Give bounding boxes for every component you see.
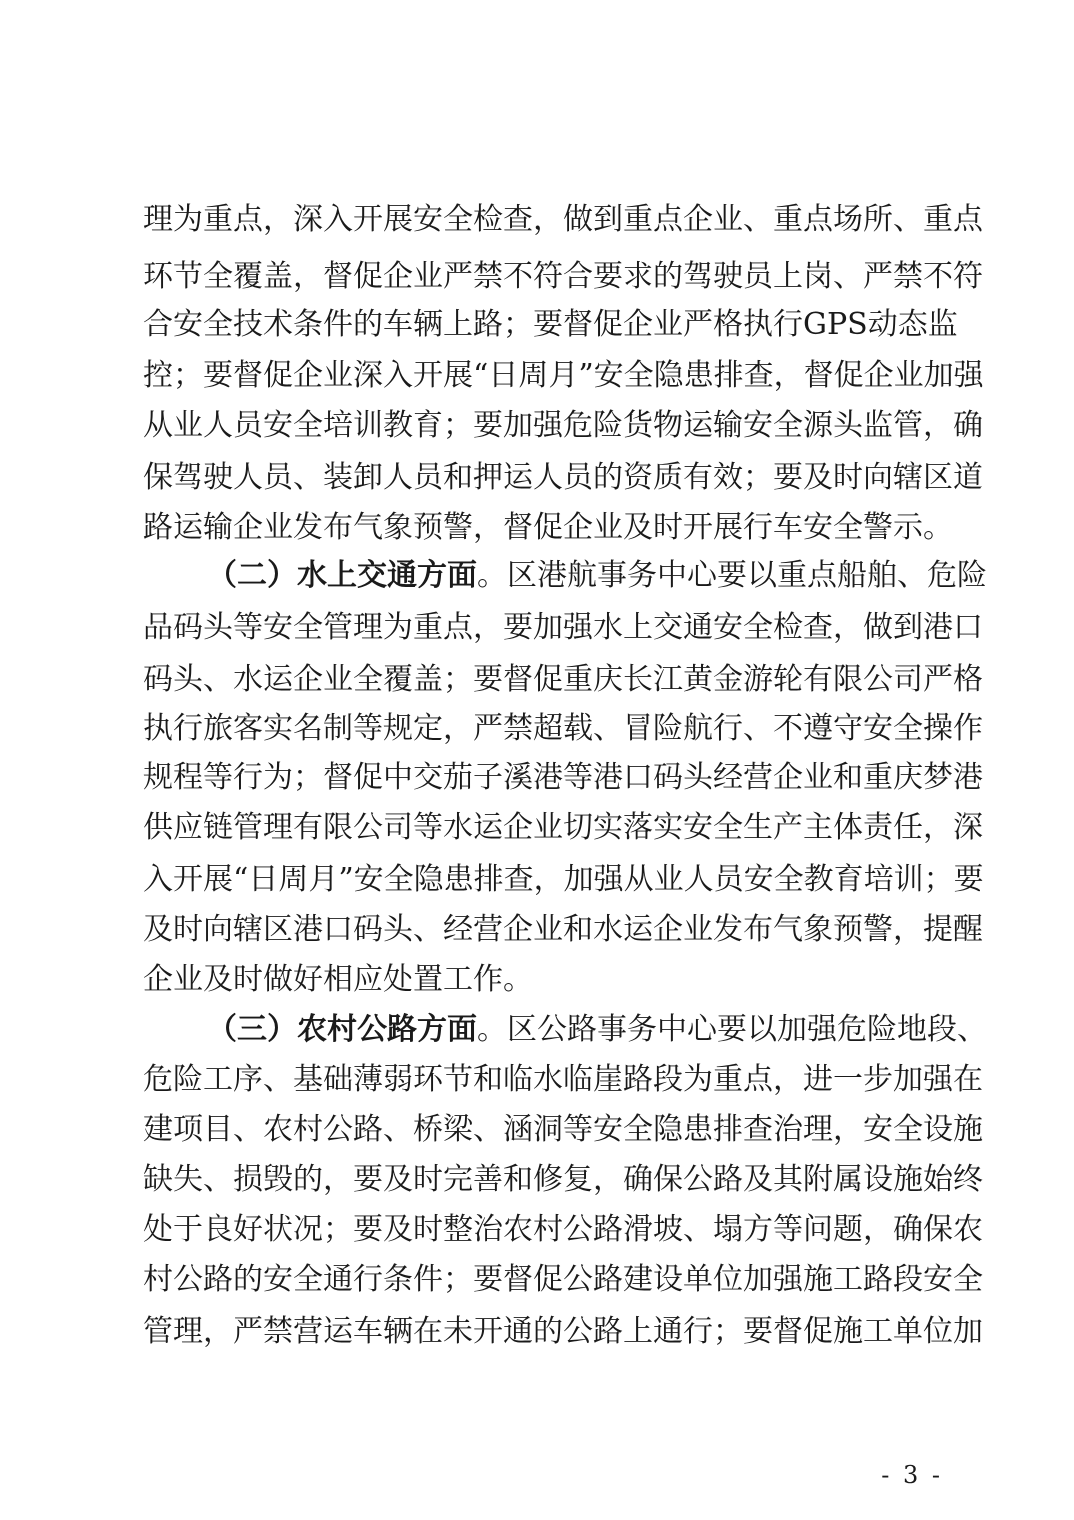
body-text: 保驾驶人员、装卸人员和押运人员的资质有效；要及时向辖区道 [143,460,983,495]
paragraph-line [0,1055,1074,1105]
body-text: 执行旅客实名制等规定，严禁超载、冒险航行、不遵守安全操作 [143,711,983,746]
paragraph-line [0,453,1074,503]
paragraph-line [0,655,1074,705]
body-text: 建项目、农村公路、桥梁、涵洞等安全隐患排查治理，安全设施 [143,1112,983,1147]
body-text: 。区港航事务中心要以重点船舶、危险 [477,558,987,593]
body-text: 管理，严禁营运车辆在未开通的公路上通行；要督促施工单位加 [143,1314,983,1349]
body-text: 入开展“日周月”安全隐患排查，加强从业人员安全教育培训；要 [143,862,984,897]
body-text: 控；要督促企业深入开展“日周月”安全隐患排查，督促企业加强 [143,358,984,393]
paragraph-line [0,955,1074,1005]
page-number: - 3 - [881,1461,943,1489]
section-heading-paragraph-start [207,1005,987,1055]
paragraph-line [0,351,1074,401]
paragraph-line [0,195,1074,245]
section-heading: （二）水上交通方面 [207,558,477,593]
paragraph-line [0,855,1074,905]
paragraph-line [0,300,1074,350]
body-text: 环节全覆盖，督促企业严禁不符合要求的驾驶员上岗、严禁不符 [143,259,983,294]
paragraph-line [0,1155,1074,1205]
paragraph-line [0,401,1074,451]
body-text: 缺失、损毁的，要及时完善和修复，确保公路及其附属设施始终 [143,1162,983,1197]
paragraph-line [0,753,1074,803]
body-text: 从业人员安全培训教育；要加强危险货物运输安全源头监管，确 [143,408,983,443]
paragraph-line [0,803,1074,853]
body-text: 路运输企业发布气象预警，督促企业及时开展行车安全警示。 [143,510,953,545]
body-text: 品码头等安全管理为重点，要加强水上交通安全检查，做到港口 [143,610,983,645]
section-heading-paragraph-start [207,551,987,601]
body-text: 企业及时做好相应处置工作。 [143,962,533,997]
paragraph-line [0,252,1074,302]
paragraph-line [0,503,1074,553]
body-text: 理为重点，深入开展安全检查，做到重点企业、重点场所、重点 [143,202,983,237]
paragraph-line [0,704,1074,754]
body-text: 村公路的安全通行条件；要督促公路建设单位加强施工路段安全 [143,1262,983,1297]
body-text: 。区公路事务中心要以加强危险地段、 [477,1012,987,1047]
paragraph-line [0,1105,1074,1155]
section-heading: （三）农村公路方面 [207,1012,477,1047]
section-heading-line [0,1005,1074,1055]
paragraph-line [0,1205,1074,1255]
paragraph-line [0,1255,1074,1305]
paragraph-line [0,905,1074,955]
paragraph-line [0,603,1074,653]
body-text: 危险工序、基础薄弱环节和临水临崖路段为重点，进一步加强在 [143,1062,983,1097]
body-text: 及时向辖区港口码头、经营企业和水运企业发布气象预警，提醒 [143,912,983,947]
body-text: 码头、水运企业全覆盖；要督促重庆长江黄金游轮有限公司严格 [143,662,983,697]
body-text: 规程等行为；督促中交茄子溪港等港口码头经营企业和重庆梦港 [143,760,983,795]
body-text: 处于良好状况；要及时整治农村公路滑坡、塌方等问题，确保农 [143,1212,983,1247]
section-heading-line [0,551,1074,601]
body-text: 供应链管理有限公司等水运企业切实落实安全生产主体责任，深 [143,810,983,845]
paragraph-line [0,1307,1074,1357]
body-text: 合安全技术条件的车辆上路；要督促企业严格执行GPS动态监 [143,307,958,342]
